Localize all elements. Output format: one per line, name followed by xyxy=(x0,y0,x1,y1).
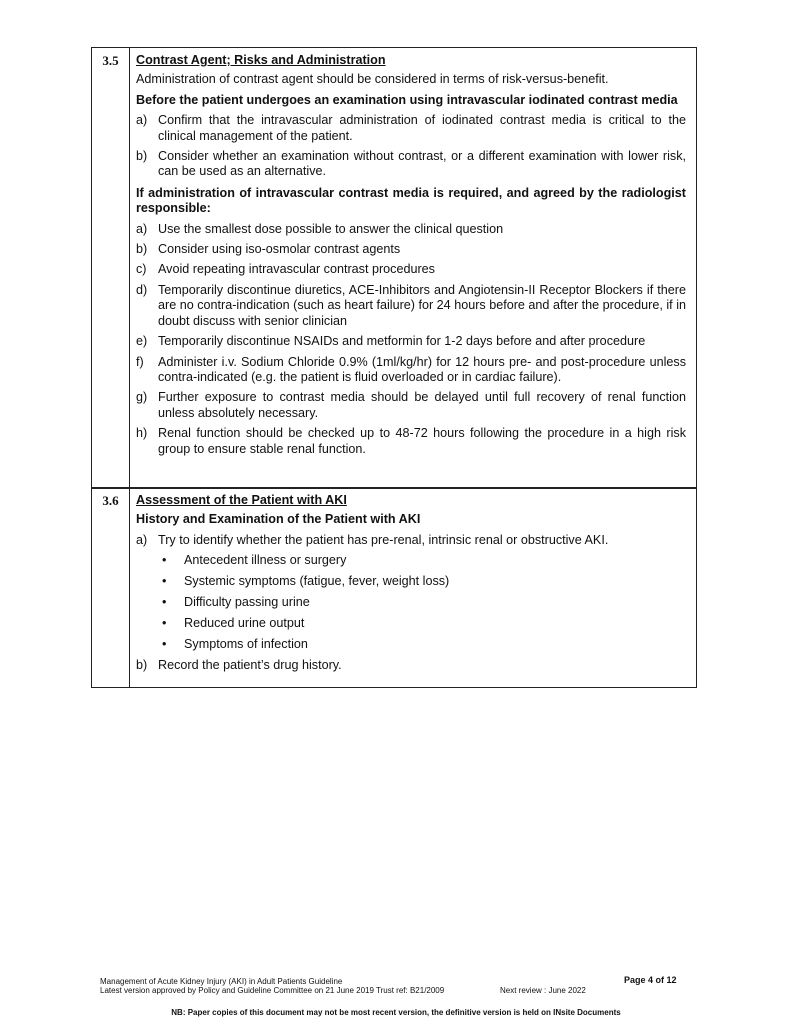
list-text: Consider using iso-osmolar contrast agents xyxy=(158,242,401,257)
footer-next-review: Next review : June 2022 xyxy=(500,986,586,995)
bullet-item xyxy=(158,637,686,652)
section-number: 3.6 xyxy=(92,488,130,688)
list-item xyxy=(136,334,686,349)
intro-paragraph: Administration of contrast agent should be considered in terms of risk-versus-benefit. xyxy=(136,72,609,87)
list-label: g) xyxy=(136,390,148,405)
list-item xyxy=(136,283,686,329)
list-text: Record the patient’s drug history. xyxy=(158,658,342,673)
list-label: b) xyxy=(136,242,148,257)
bullet-icon: • xyxy=(162,616,167,631)
section-number: 3.5 xyxy=(92,48,130,489)
list-item xyxy=(136,242,686,257)
list-item xyxy=(136,533,686,548)
list-item xyxy=(136,222,686,237)
list-item xyxy=(136,658,686,673)
section-3-5-content xyxy=(130,48,697,489)
list-label: d) xyxy=(136,282,148,297)
list-item xyxy=(136,149,686,180)
list-item xyxy=(136,426,686,457)
footer-note: NB: Paper copies of this document may not be most recent version, the definitive version is held on INsite Documents xyxy=(171,1008,621,1017)
list-item xyxy=(136,113,686,144)
bullet-icon: • xyxy=(162,595,167,610)
list-item xyxy=(136,355,686,386)
list-text: Administer i.v. Sodium Chloride 0.9% (1ml/kg/hr) for 12 hours pre- and post-procedure unless contra-indicated (e.g. the patient is fluid overloaded or in cardiac failure). xyxy=(158,354,686,384)
list-text: Use the smallest dose possible to answer the clinical question xyxy=(158,221,504,236)
list-item xyxy=(136,390,686,421)
list-label: h) xyxy=(136,426,148,441)
section-3-6-table xyxy=(91,487,697,688)
bullet-text: Reduced urine output xyxy=(184,616,305,631)
list-text: Renal function should be checked up to 48-72 hours following the procedure in a high risk group to ensure stable renal function. xyxy=(158,426,686,456)
bullet-item xyxy=(158,616,686,631)
list-label: f) xyxy=(136,354,144,369)
list-text: Confirm that the intravascular administration of iodinated contrast media is critical to the clinical management of the patient. xyxy=(158,113,686,143)
bullet-item xyxy=(158,595,686,610)
section-title: Assessment of the Patient with AKI xyxy=(136,493,347,507)
footer-guideline-title: Management of Acute Kidney Injury (AKI) in Adult Patients Guideline xyxy=(100,977,343,986)
list-label: a) xyxy=(136,532,148,547)
if-heading: If administration of intravascular contrast media is required, and agreed by the radiologist responsible: xyxy=(136,185,686,216)
footer-approval: Latest version approved by Policy and Guideline Committee on 21 June 2019 Trust ref: B21/2009 xyxy=(100,986,445,995)
list-text: Try to identify whether the patient has pre-renal, intrinsic renal or obstructive AKI. xyxy=(158,532,609,547)
list-item xyxy=(136,262,686,277)
list-label: a) xyxy=(136,113,148,128)
page-number: Page 4 of 12 xyxy=(624,975,677,985)
bullet-text: Difficulty passing urine xyxy=(184,595,310,610)
list-label: b) xyxy=(136,149,148,164)
bullet-icon: • xyxy=(162,637,167,652)
list-text: Consider whether an examination without contrast, or a different examination with lower risk, can be used as an alternative. xyxy=(158,149,686,179)
list-label: a) xyxy=(136,221,148,236)
section-3-5-table xyxy=(91,47,697,489)
bullet-item xyxy=(158,553,686,568)
list-text: Temporarily discontinue NSAIDs and metformin for 1-2 days before and after procedure xyxy=(158,334,646,349)
bullet-icon: • xyxy=(162,574,167,589)
bullet-text: Symptoms of infection xyxy=(184,637,308,652)
section-3-6-content xyxy=(130,488,697,688)
list-text: Avoid repeating intravascular contrast procedures xyxy=(158,262,435,277)
section-title: Contrast Agent; Risks and Administration xyxy=(136,53,386,67)
subheading: History and Examination of the Patient with AKI xyxy=(136,512,421,527)
before-heading: Before the patient undergoes an examination using intravascular iodinated contrast media xyxy=(136,92,678,107)
list-text: Temporarily discontinue diuretics, ACE-Inhibitors and Angiotensin-II Receptor Blockers if there are no contra-indication (such as heart failure) for 24 hours before and after the procedure, if in doubt discuss with senior clinician xyxy=(158,282,686,328)
bullet-icon: • xyxy=(162,553,167,568)
bullet-text: Antecedent illness or surgery xyxy=(184,553,347,568)
list-label: e) xyxy=(136,334,148,349)
bullet-text: Systemic symptoms (fatigue, fever, weight loss) xyxy=(184,574,450,589)
list-text: Further exposure to contrast media should be delayed until full recovery of renal function unless absolutely necessary. xyxy=(158,390,686,420)
bullet-item xyxy=(158,574,686,589)
list-label: c) xyxy=(136,262,147,277)
list-label: b) xyxy=(136,658,148,673)
